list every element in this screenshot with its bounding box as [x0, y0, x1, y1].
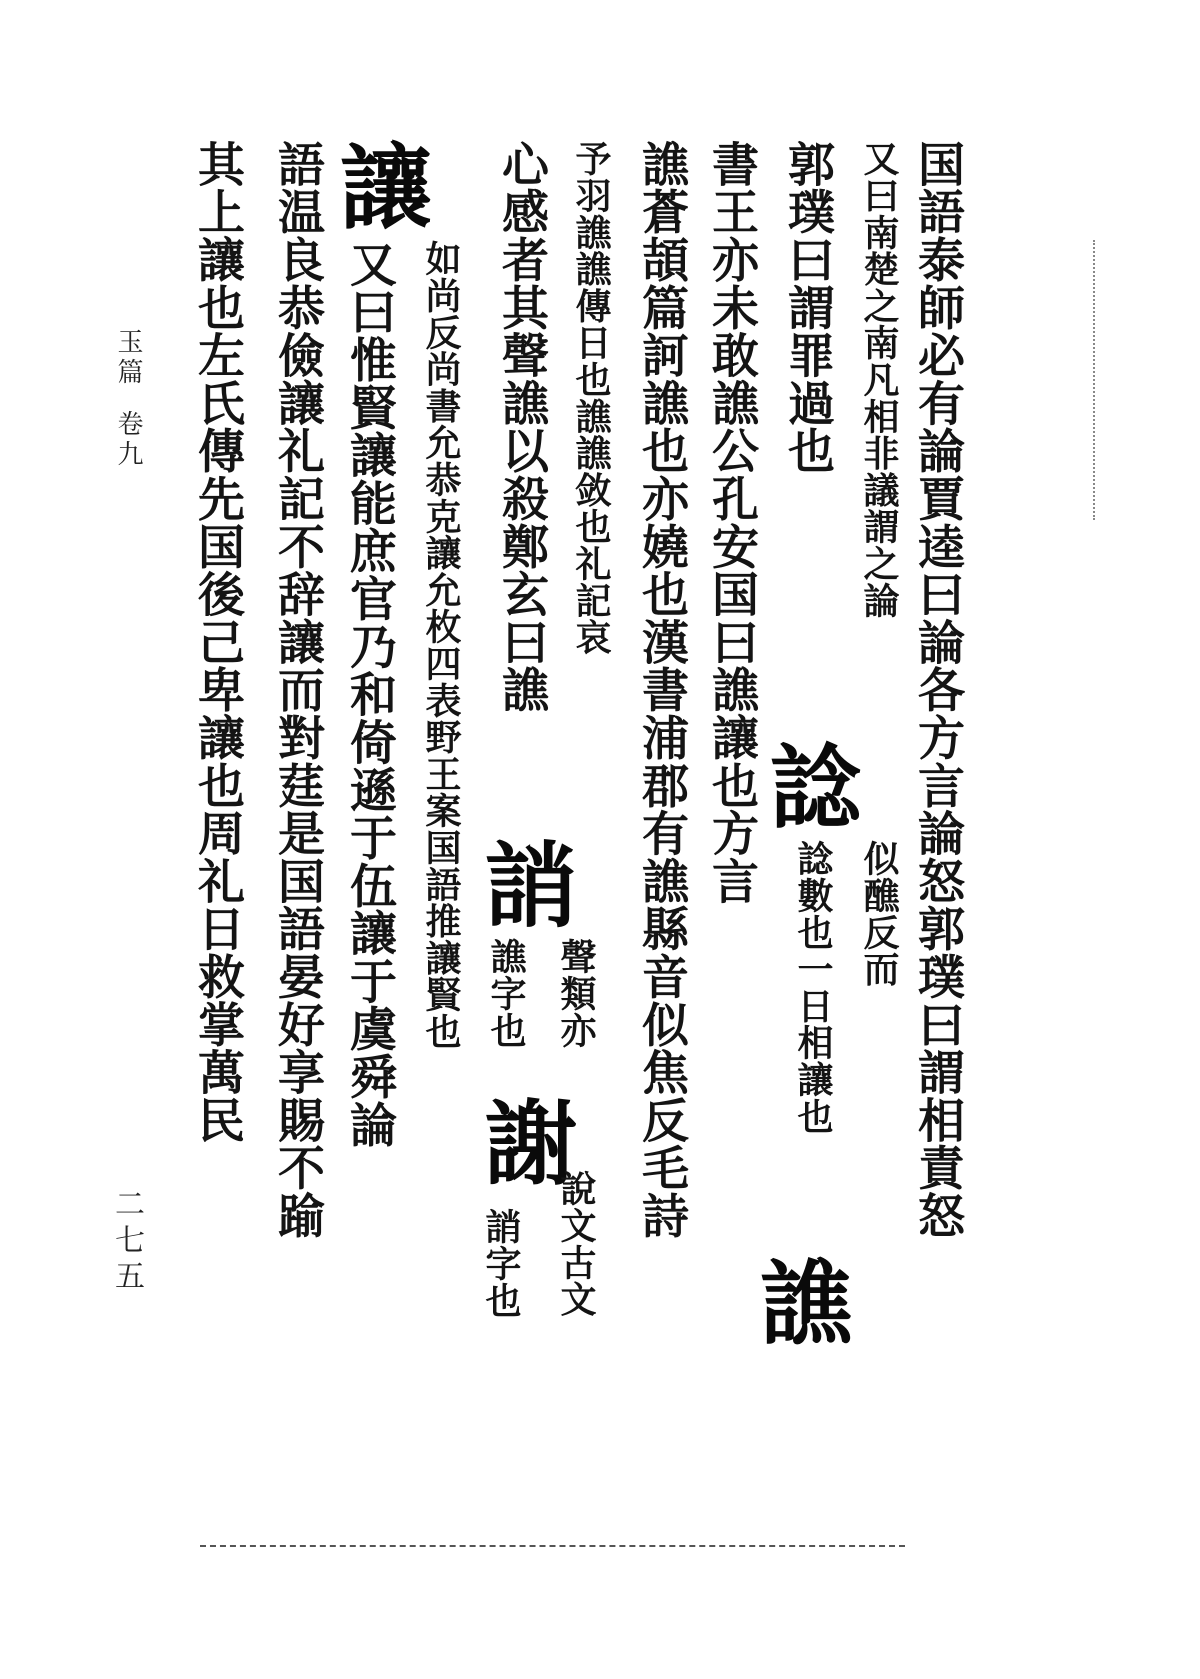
text-column-1: 国語泰師必有論賈逵曰論各方言論怒郭璞曰謂相責怒 [910, 140, 965, 1240]
volume-label: 卷九 [113, 410, 143, 470]
text-column-7b: 聲類亦 [555, 938, 597, 1049]
text-column-9: 如尚反尚書允恭克讓允枚四表野王案国語推讓賢也 [420, 240, 462, 1050]
text-column-2b: 似醮反而 [858, 840, 900, 988]
text-column-8c: 誚字也 [480, 1208, 522, 1319]
text-column-3: 郭璞曰謂罪過也 [780, 140, 835, 475]
text-column-7c: 說文古文 [555, 1170, 597, 1318]
text-column-7a: 予羽譙譙傳日也譙譙敛也礼記哀 [570, 140, 612, 656]
running-header [110, 328, 147, 470]
headword-3: 誚 [485, 832, 578, 940]
headword-1: 諗 [770, 734, 863, 842]
headword-5: 讓 [340, 134, 433, 242]
headword-4: 謝 [485, 1090, 578, 1198]
text-column-8a: 心感者其聲譙以殺鄭玄曰譙 [494, 140, 549, 714]
text-column-11: 語温良恭儉讓礼記不辞讓而對莛是国語晏好享賜不踰 [270, 140, 325, 1240]
text-column-10: 又曰惟賢讓能庶官乃和倚遜于伍讓于虞舜論 [342, 240, 397, 1149]
text-column-4a: 諗數也一日相讓也 [792, 840, 834, 1135]
scan-edge-marks [1093, 240, 1103, 520]
text-column-2: 又曰南楚之南凡相非議謂之論 [858, 140, 900, 619]
text-column-5a: 書王亦未敢譙公孔安国曰譙讓也方言 [704, 140, 759, 905]
text-column-12: 其上讓也左氏傳先国後己卑讓也周礼日救掌萬民 [190, 140, 245, 1144]
headword-2: 譙 [760, 1250, 853, 1358]
bottom-rule [200, 1545, 905, 1547]
text-column-8b: 譙字也 [485, 938, 527, 1049]
page-number: 二七五 [109, 1188, 144, 1296]
book-title: 玉篇 [113, 328, 143, 388]
text-column-6: 譙蒼頡篇訶譙也亦嬈也漢書浦郡有譙縣音似焦反毛詩 [634, 140, 689, 1240]
